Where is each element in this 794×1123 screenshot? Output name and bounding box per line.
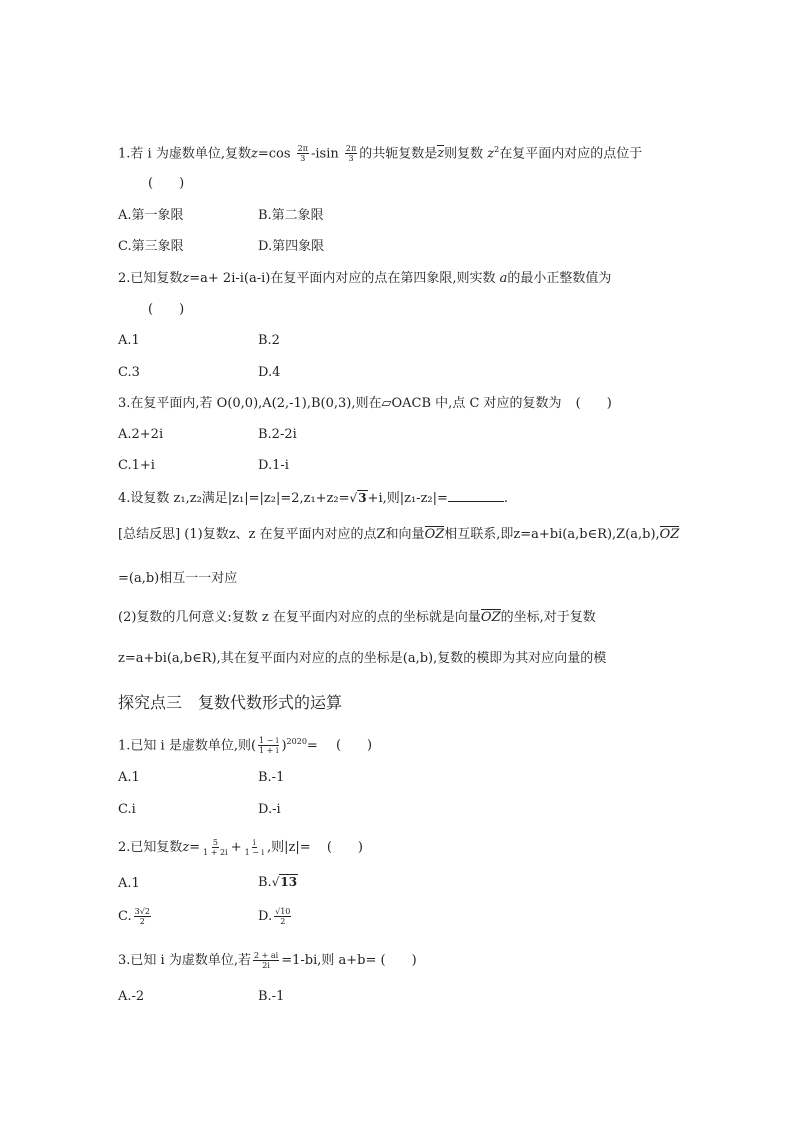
section-q3 xyxy=(118,951,417,970)
q3-text: 3.在复平面内,若 O(0,0),A(2,-1),B(0,3),则在▱OACB 中,点 C 对应的复数为 xyxy=(118,396,562,411)
question-4 xyxy=(118,489,508,508)
s2-optc-label: C. xyxy=(118,909,132,924)
s1-text: 1.已知 i 是虚数单位,则( xyxy=(118,738,257,754)
summary-vec-2: OZ xyxy=(659,527,680,542)
q2-paren: ( ) xyxy=(148,302,185,317)
s3-post: =1-bi,则 a+b= xyxy=(281,953,377,968)
section-q2: 2.已知复数z= $\frac{5}{1 + 2i}$ + $\frac{i}{1 - i}$ ,则|z|= ( ) xyxy=(118,838,363,857)
q2-option-d: D.4 xyxy=(258,365,281,380)
s2-option-c xyxy=(118,907,153,926)
q1-cos: =cos xyxy=(257,146,291,162)
q1-option-b: B.第二象限 xyxy=(258,208,324,223)
q1-conj: 的共轭复数是 xyxy=(359,146,438,162)
s1-close: ) xyxy=(281,738,287,754)
s1-option-b: B.-1 xyxy=(258,770,285,785)
q2-option-b: B.2 xyxy=(258,333,280,348)
s2-frac-1: $\frac{5}{1 + 2i}$ xyxy=(203,838,228,857)
q1-paren: ( ) xyxy=(148,176,185,191)
s2-option-d xyxy=(258,907,293,926)
q2-tail: 的最小正整数值为 xyxy=(507,271,612,286)
q1-frac-1: $\frac{2\pi}{3}$ xyxy=(297,144,308,164)
section-q1 xyxy=(118,733,372,755)
q3-option-c: C.1+i xyxy=(118,458,155,473)
q2-option-a: A.1 xyxy=(118,333,140,348)
q3-option-a: A.2+2i xyxy=(118,427,164,442)
summary-line-3 xyxy=(118,609,596,627)
s1-eq: = xyxy=(306,738,318,754)
q4-post: +i,则|z₁-z₂|= xyxy=(367,491,448,506)
q3-option-d: D.1-i xyxy=(258,458,289,473)
q1-frac-2: $\frac{2\pi}{3}$ xyxy=(345,144,357,164)
q4-end: . xyxy=(503,491,509,506)
summary-3-pre: (2)复数的几何意义:复数 z 在复平面内对应的点的坐标就是向量 xyxy=(118,610,481,625)
question-3 xyxy=(118,395,612,413)
q4-pre: 4.设复数 z₁,z₂满足|z₁|=|z₂|=2,z₁+z₂= xyxy=(118,491,350,506)
s2-plus: + xyxy=(230,840,242,855)
s2-option-b xyxy=(258,873,298,892)
question-2: 2.已知复数z=a+ 2i-i(a-i)在复平面内对应的点在第四象限,则实数 a的最小正整数值为 xyxy=(118,271,612,286)
s1-paren: ( ) xyxy=(335,738,373,754)
q4-answer-blank xyxy=(448,489,504,502)
s3-option-b: B.-1 xyxy=(258,989,285,1004)
q1-option-d: D.第四象限 xyxy=(258,239,325,254)
section-title: 探究点三 复数代数形式的运算 xyxy=(118,693,343,712)
q1-post: 在复平面内对应的点位于 xyxy=(499,146,643,162)
s2-optb-label: B. xyxy=(258,875,272,890)
s2-text: 2.已知复数 xyxy=(118,840,183,855)
q1-text: 1.若 i 为虚数单位,复数 xyxy=(118,146,251,162)
s1-option-a: A.1 xyxy=(118,770,140,785)
q1-then: 则复数 xyxy=(444,146,484,162)
q2-option-c: C.3 xyxy=(118,365,140,380)
s2-optc-frac: $\frac{3√2}{2}$ xyxy=(134,907,150,926)
s2-optd-label: D. xyxy=(258,909,273,924)
s1-frac: $\frac{1 - i}{1 + i}$ xyxy=(259,736,279,756)
s3-paren: ( ) xyxy=(380,953,417,968)
summary-vec: OZ xyxy=(424,527,445,542)
summary-line-1 xyxy=(118,526,679,544)
s2-frac-2: $\frac{i}{1 - i}$ xyxy=(244,838,265,857)
summary-line-4: z=a+bi(a,b∈R),其在复平面内对应的点的坐标是(a,b),复数的模即为其对应向量的模 xyxy=(118,651,607,666)
s2-post: ,则|z|= xyxy=(267,840,311,855)
q2-text: 2.已知复数 xyxy=(118,271,183,286)
q3-paren: ( ) xyxy=(575,396,612,411)
summary-1-pre: [总结反思] (1)复数z、z 在复平面内对应的点Z和向量 xyxy=(118,527,425,542)
q1-isin: -isin xyxy=(311,146,339,162)
s3-frac: $\frac{2 + ai}{2i}$ xyxy=(253,951,279,970)
q3-option-b: B.2-2i xyxy=(258,427,297,442)
s3-text: 3.已知 i 为虚数单位,若 xyxy=(118,953,251,968)
s2-option-a: A.1 xyxy=(118,876,140,891)
s1-option-d: D.-i xyxy=(258,802,281,817)
s2-optb-sqrt: √13 xyxy=(271,875,298,889)
summary-1-mid: 相互联系,即z=a+bi(a,b∈R),Z(a,b), xyxy=(444,527,660,542)
q4-sqrt: √3 xyxy=(349,491,367,505)
s2-eq: = xyxy=(189,840,201,855)
summary-vec-3: OZ xyxy=(480,610,501,625)
q1-option-a: A.第一象限 xyxy=(118,208,184,223)
s1-option-c: C.i xyxy=(118,802,136,817)
q2-rest: =a+ 2i-i(a-i)在复平面内对应的点在第四象限,则实数 xyxy=(189,271,496,286)
s3-option-a: A.-2 xyxy=(118,989,145,1004)
s2-optd-frac: $\frac{√10}{2}$ xyxy=(275,907,291,926)
q1-option-c: C.第三象限 xyxy=(118,239,184,254)
s2-paren: ( ) xyxy=(326,840,363,855)
summary-line-2: =(a,b)相互一一对应 xyxy=(118,571,238,586)
summary-3-post: 的坐标,对于复数 xyxy=(500,610,596,625)
s1-exp: 2020 xyxy=(286,737,307,746)
question-1: 1.若 i 为虚数单位,复数z=cos $\frac{2\pi}{3}$ -isin $\frac{2\pi}{3}$ 的共轭复数是z则复数 $z^2$在复平面内对应的点位于 xyxy=(118,144,643,164)
